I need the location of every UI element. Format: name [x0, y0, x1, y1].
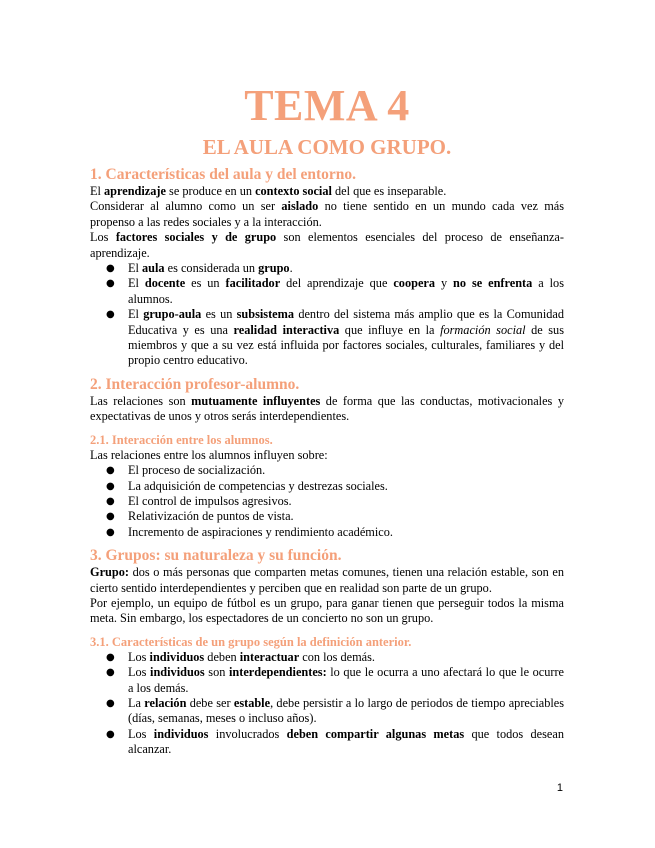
section-3-paragraph-1: Grupo: dos o más personas que comparten metas comunes, tienen una relación estable, son en cierto sentido interdependientes y perciben que en realidad son parte de un grupo. [90, 565, 564, 595]
list-item: ● La relación debe ser estable, debe persistir a lo largo de periodos de tiempo apreciables (días, semanas, meses o incluso años). [128, 696, 564, 727]
section-3-1-heading: 3.1. Características de un grupo según la definición anterior. [90, 634, 412, 649]
section-1-heading: 1. Características del aula y del entorno. [90, 166, 357, 183]
section-1-list [90, 261, 564, 369]
section-3-paragraph-2: Por ejemplo, un equipo de fútbol es un grupo, para ganar tienen que perseguir todos la misma meta. Sin embargo, los espectadores de un concierto no son un grupo. [90, 595, 564, 626]
section-1-paragraph-2: Considerar al alumno como un ser aislado no tiene sentido en un mundo cada vez más propenso a las redes sociales y a la interacción. [90, 199, 564, 229]
list-item: ● Los individuos son interdependientes: lo que le ocurra a uno afectará lo que le ocurre a los demás. [128, 665, 564, 696]
section-2-1-paragraph-1: Las relaciones entre los alumnos influyen sobre: [90, 447, 328, 462]
section-3-1-list [90, 650, 564, 758]
list-item: ● Incremento de aspiraciones y rendimiento académico. [128, 525, 564, 540]
page-number: 1 [556, 782, 563, 794]
list-item: ● Los individuos deben interactuar con los demás. [128, 650, 564, 665]
section-2-1-list [90, 463, 564, 540]
section-2-paragraph-1: Las relaciones son mutuamente influyentes de forma que las conductas, motivacionales y expectativas de unos y otros serás interdependientes. [90, 393, 564, 424]
section-3-heading: 3. Grupos: su naturaleza y su función. [90, 547, 342, 565]
list-item: ● Los individuos involucrados deben compartir algunas metas que todos desean alcanzar. [128, 727, 564, 758]
list-item: ● El aula es considerada un grupo. [128, 261, 564, 276]
section-2-1-heading: 2.1. Interacción entre los alumnos. [90, 432, 273, 447]
list-item: ● El docente es un facilitador del aprendizaje que coopera y no se enfrenta a los alumnos. [128, 276, 564, 307]
list-item: ● El proceso de socialización. [128, 463, 564, 478]
list-item: ● Relativización de puntos de vista. [128, 509, 564, 524]
page-title: TEMA 4 [244, 81, 410, 130]
section-2-heading: 2. Interacción profesor-alumno. [90, 375, 300, 393]
section-1-paragraph-1: El aprendizaje se produce en un contexto social del que es inseparable. [90, 184, 447, 198]
list-item: ● El control de impulsos agresivos. [128, 494, 564, 509]
list-item: ● La adquisición de competencias y destrezas sociales. [128, 479, 564, 494]
list-item: ● El grupo-aula es un subsistema dentro del sistema más amplio que es la Comunidad Educativa y es una realidad interactiva que influye en la formación social de sus miembros y que a su vez está influida por factores sociales, culturales, familiares y del propio centro educativo. [128, 307, 564, 369]
page-content [90, 82, 564, 758]
section-1-paragraph-3: Los factores sociales y de grupo son elementos esenciales del proceso de enseñanza-aprendizaje. [90, 230, 564, 260]
page-subtitle: EL AULA COMO GRUPO. [202, 135, 452, 159]
